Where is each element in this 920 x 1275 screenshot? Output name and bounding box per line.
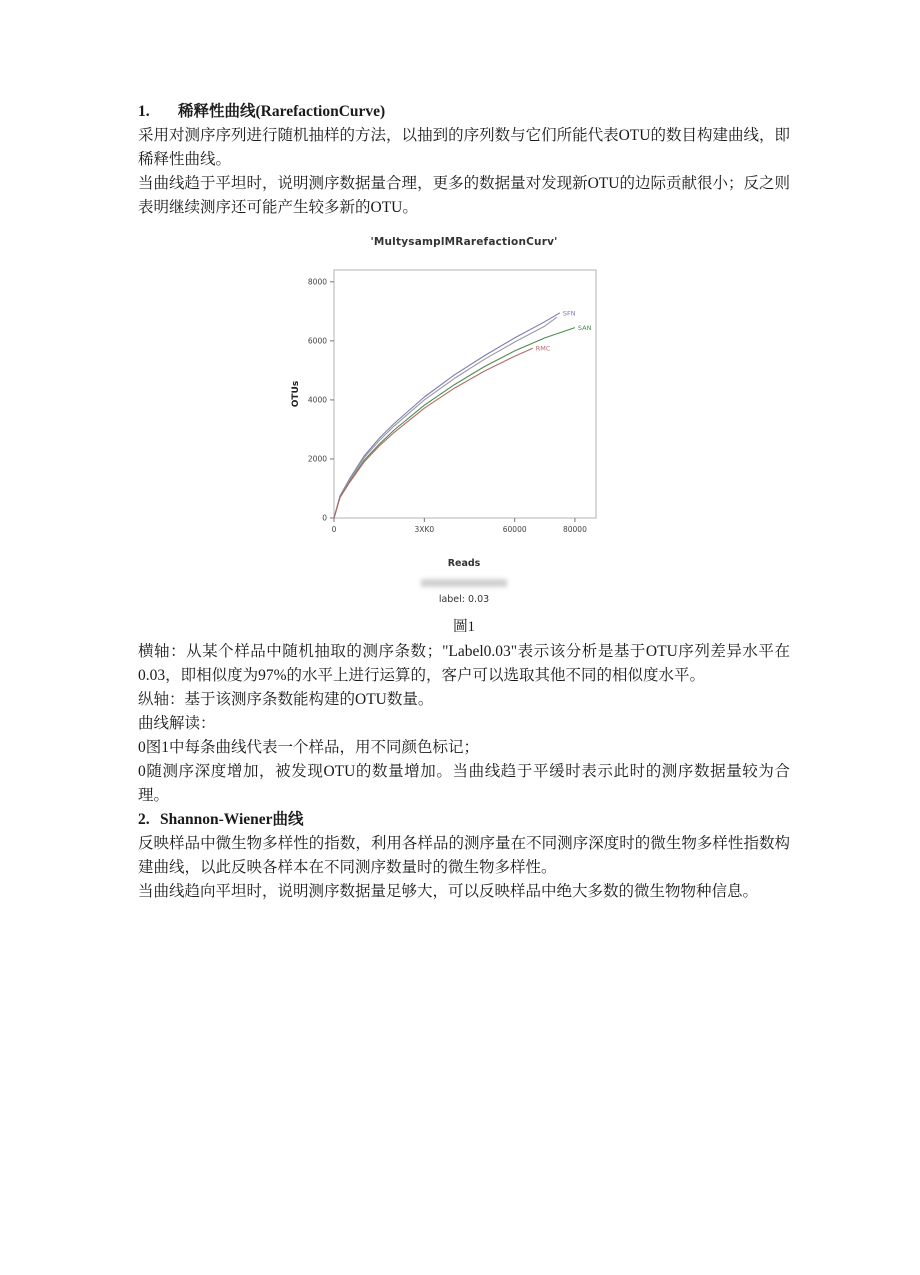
x-tick-label: 3XK0 — [414, 525, 435, 534]
chart-title: 'MultysamplMRarefactionCurv' — [370, 236, 558, 248]
document-content — [138, 100, 790, 904]
section-2-number: 2. — [138, 811, 150, 828]
y-tick-label: 0 — [322, 513, 327, 523]
paragraph-rarefaction-interpretation: 当曲线趋于平坦时，说明测序数据量合理，更多的数据量对发现新OTU的边际贡献很小；反之则表明继续测序还可能产生较多新的OTU。 — [138, 175, 790, 216]
y-tick-label: 2000 — [307, 454, 327, 464]
section-1-number: 1. — [138, 103, 150, 120]
x-axis-label: Reads — [447, 558, 481, 569]
x-tick-label: 60000 — [502, 525, 527, 534]
paragraph-x-axis-note: 横轴：从某个样品中随机抽取的测序条数；"Label0.03"表示该分析是基于OTU序列差异水平在0.03，即相似度为97%的水平上进行运算的，客户可以选取其他不同的相似度水平。 — [138, 643, 790, 684]
rarefaction-figure — [274, 230, 654, 612]
curve-label-SFN: SFN — [562, 309, 576, 318]
y-axis-title: OTUs — [291, 380, 301, 408]
curve-RMC — [334, 348, 533, 518]
rarefaction-chart — [284, 256, 644, 556]
y-tick-label: 4000 — [307, 395, 327, 405]
blurred-watermark — [421, 579, 507, 587]
curve-SAN — [334, 328, 575, 518]
paragraph-shannon-intro: 反映样品中微生物多样性的指数，利用各样品的测序量在不同测序深度时的微生物多样性指数构建曲线，以此反映各样本在不同测序数量时的微生物多样性。 — [138, 835, 790, 876]
paragraph-shannon-interpretation: 当曲线趋向平坦时，说明测序数据量足够大，可以反映样品中绝大多数的微生物物种信息。 — [138, 883, 759, 900]
paragraph-rarefaction-intro: 采用对测序序列进行随机抽样的方法，以抽到的序列数与它们所能代表OTU的数目构建曲线，即稀释性曲线。 — [138, 127, 790, 168]
plot-frame — [334, 270, 596, 518]
paragraph-bullet-sample-colors: 0图1中每条曲线代表一个样品，用不同颜色标记； — [138, 739, 480, 756]
paragraph-curve-reading-label: 曲线解读： — [138, 715, 216, 732]
curve-label-SAN: SAN — [577, 324, 592, 333]
y-tick-label: 6000 — [307, 336, 327, 346]
section-2-heading — [138, 808, 790, 832]
section-1-title: 稀释性曲线(RarefactionCurve) — [178, 103, 386, 120]
section-1-heading — [138, 100, 790, 124]
chart-sub-label: label: 0.03 — [438, 594, 490, 605]
paragraph-y-axis-note: 纵轴：基于该测序条数能构建的OTU数量。 — [138, 691, 434, 708]
section-2-title: Shannon-Wiener曲线 — [160, 811, 304, 828]
figure-caption: 圖1 — [453, 619, 475, 635]
paragraph-bullet-sequencing-depth: 0随测序深度增加，被发现OTU的数量增加。当曲线趋于平缓时表示此时的测序数据量较为合理。 — [138, 763, 790, 804]
x-tick-label: 80000 — [562, 525, 587, 534]
curve-SFN — [334, 313, 560, 518]
curve-label-RMC: RMC — [535, 344, 551, 353]
y-tick-label: 8000 — [307, 277, 327, 287]
x-tick-label: 0 — [331, 525, 337, 534]
